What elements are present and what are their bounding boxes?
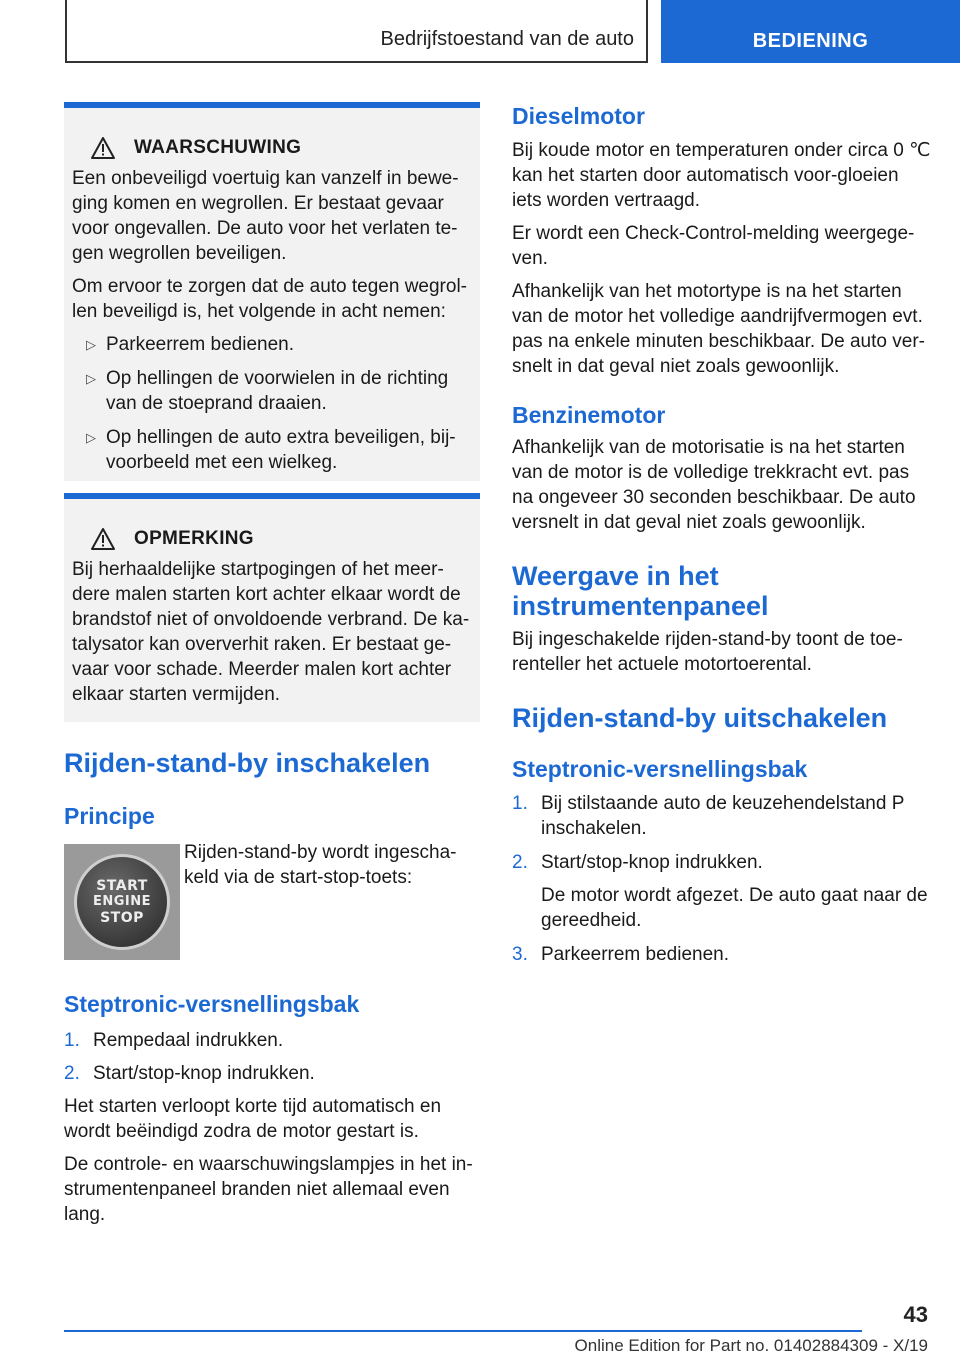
body-paragraph: Er wordt een Check-Control-melding weergege-ven. — [512, 223, 915, 269]
warning-triangle-icon — [90, 527, 116, 551]
footer-divider — [64, 1330, 862, 1332]
section-title: Bedrijfstoestand van de auto — [380, 28, 634, 50]
triangle-bullet-icon: ▷ — [86, 430, 96, 445]
list-item: ▷ Op hellingen de voorwielen in de richting van de stoeprand draaien. — [86, 368, 449, 414]
start-stop-button-image — [64, 844, 180, 960]
page-number: 43 — [903, 1302, 928, 1327]
warning-triangle-icon — [90, 136, 116, 160]
warning-title: WAARSCHUWING — [134, 137, 302, 158]
chapter-tab-label: BEDIENING — [752, 30, 869, 52]
numbered-steps — [64, 1028, 480, 1086]
principle-text: Rijden-stand-by wordt ingescha-keld via de start-stop-toets: — [184, 842, 457, 888]
subsection-heading: Benzinemotor — [512, 402, 666, 428]
button-label: START ENGINE STOP — [92, 878, 152, 926]
subsection-heading: Steptronic-versnellingsbak — [512, 756, 808, 782]
warning-paragraph: Om ervoor te zorgen dat de auto tegen wegrol-len beveiligd is, het volgende in acht nemen: — [72, 276, 468, 322]
section-heading: Weergave in het instrumentenpaneel — [512, 561, 769, 621]
left-column — [64, 102, 480, 1227]
warning-bullet-list — [72, 332, 472, 475]
warning-box — [64, 102, 480, 481]
list-item: 3. Parkeerrem bedienen. — [512, 944, 729, 965]
body-paragraph: Afhankelijk van het motortype is na het starten van de motor het volledige aandrijfvermogen evt. pas na enkele minuten beschikbaar. De auto ver-snelt in dat geval niet zoals gewoonlijk. — [512, 281, 925, 377]
section-heading: Rijden-stand-by inschakelen — [64, 748, 431, 778]
list-item: 2. Start/stop-knop indrukken. — [64, 1063, 315, 1084]
body-paragraph: Bij ingeschakelde rijden-stand-by toont de toe-renteller het actuele motortoerental. — [512, 629, 903, 675]
section-heading: Rijden-stand-by uitschakelen — [512, 703, 888, 733]
note-box — [64, 493, 480, 722]
warning-header — [90, 136, 472, 160]
triangle-bullet-icon: ▷ — [86, 371, 96, 386]
list-item: ▷ Parkeerrem bedienen. — [86, 334, 294, 355]
subsection-heading: Principe — [64, 803, 155, 829]
numbered-steps — [512, 791, 932, 967]
principle-block — [64, 844, 480, 960]
body-paragraph: Bij koude motor en temperaturen onder circa 0 ℃ kan het starten door automatisch voor-gloeien iets worden vertraagd. — [512, 140, 931, 211]
list-item: ▷ Op hellingen de auto extra beveiligen, bij-voorbeeld met een wielkeg. — [86, 427, 456, 473]
body-paragraph: Afhankelijk van de motorisatie is na het starten van de motor is de volledige trekkracht evt. pas na ongeveer 30 seconden beschikbaar. De auto versnelt in dat geval niet zoals gewoonlijk. — [512, 437, 916, 533]
note-paragraph: Bij herhaaldelijke startpogingen of het meer-dere malen starten kort achter elkaar wordt de brandstof niet of onvoldoende verbrand. De ka-talysator kan oververhit raken. Er bestaat ge-vaar voor schade. Meerder malen kort achter elkaar starten vermijden. — [72, 559, 470, 705]
subsection-heading: Steptronic-versnellingsbak — [64, 991, 360, 1017]
body-paragraph: Het starten verloopt korte tijd automatisch en wordt beëindigd zodra de motor gestart is. — [64, 1096, 442, 1142]
list-item: 2. Start/stop-knop indrukken. De motor wordt afgezet. De auto gaat naar de gereedheid. — [512, 852, 928, 931]
chapter-tab[interactable] — [661, 0, 960, 63]
subsection-heading: Dieselmotor — [512, 103, 645, 129]
list-item: 1. Rempedaal indrukken. — [64, 1030, 284, 1051]
footer-edition: Online Edition for Part no. 01402884309 - X/19 — [574, 1336, 928, 1355]
triangle-bullet-icon: ▷ — [86, 337, 96, 352]
body-paragraph: De controle- en waarschuwingslampjes in het in-strumentenpaneel branden niet allemaal even lang. — [64, 1154, 473, 1225]
warning-paragraph: Een onbeveiligd voertuig kan vanzelf in bewe-ging komen en wegrollen. Er bestaat gevaar voor ongevallen. De auto voor het verlaten te-gen wegrollen beveiligen. — [72, 168, 459, 264]
right-column — [512, 102, 932, 967]
list-item: 1. Bij stilstaande auto de keuzehendelstand P inschakelen. — [512, 793, 905, 839]
note-header — [90, 527, 472, 551]
note-title: OPMERKING — [134, 528, 254, 549]
header-box — [65, 0, 648, 63]
